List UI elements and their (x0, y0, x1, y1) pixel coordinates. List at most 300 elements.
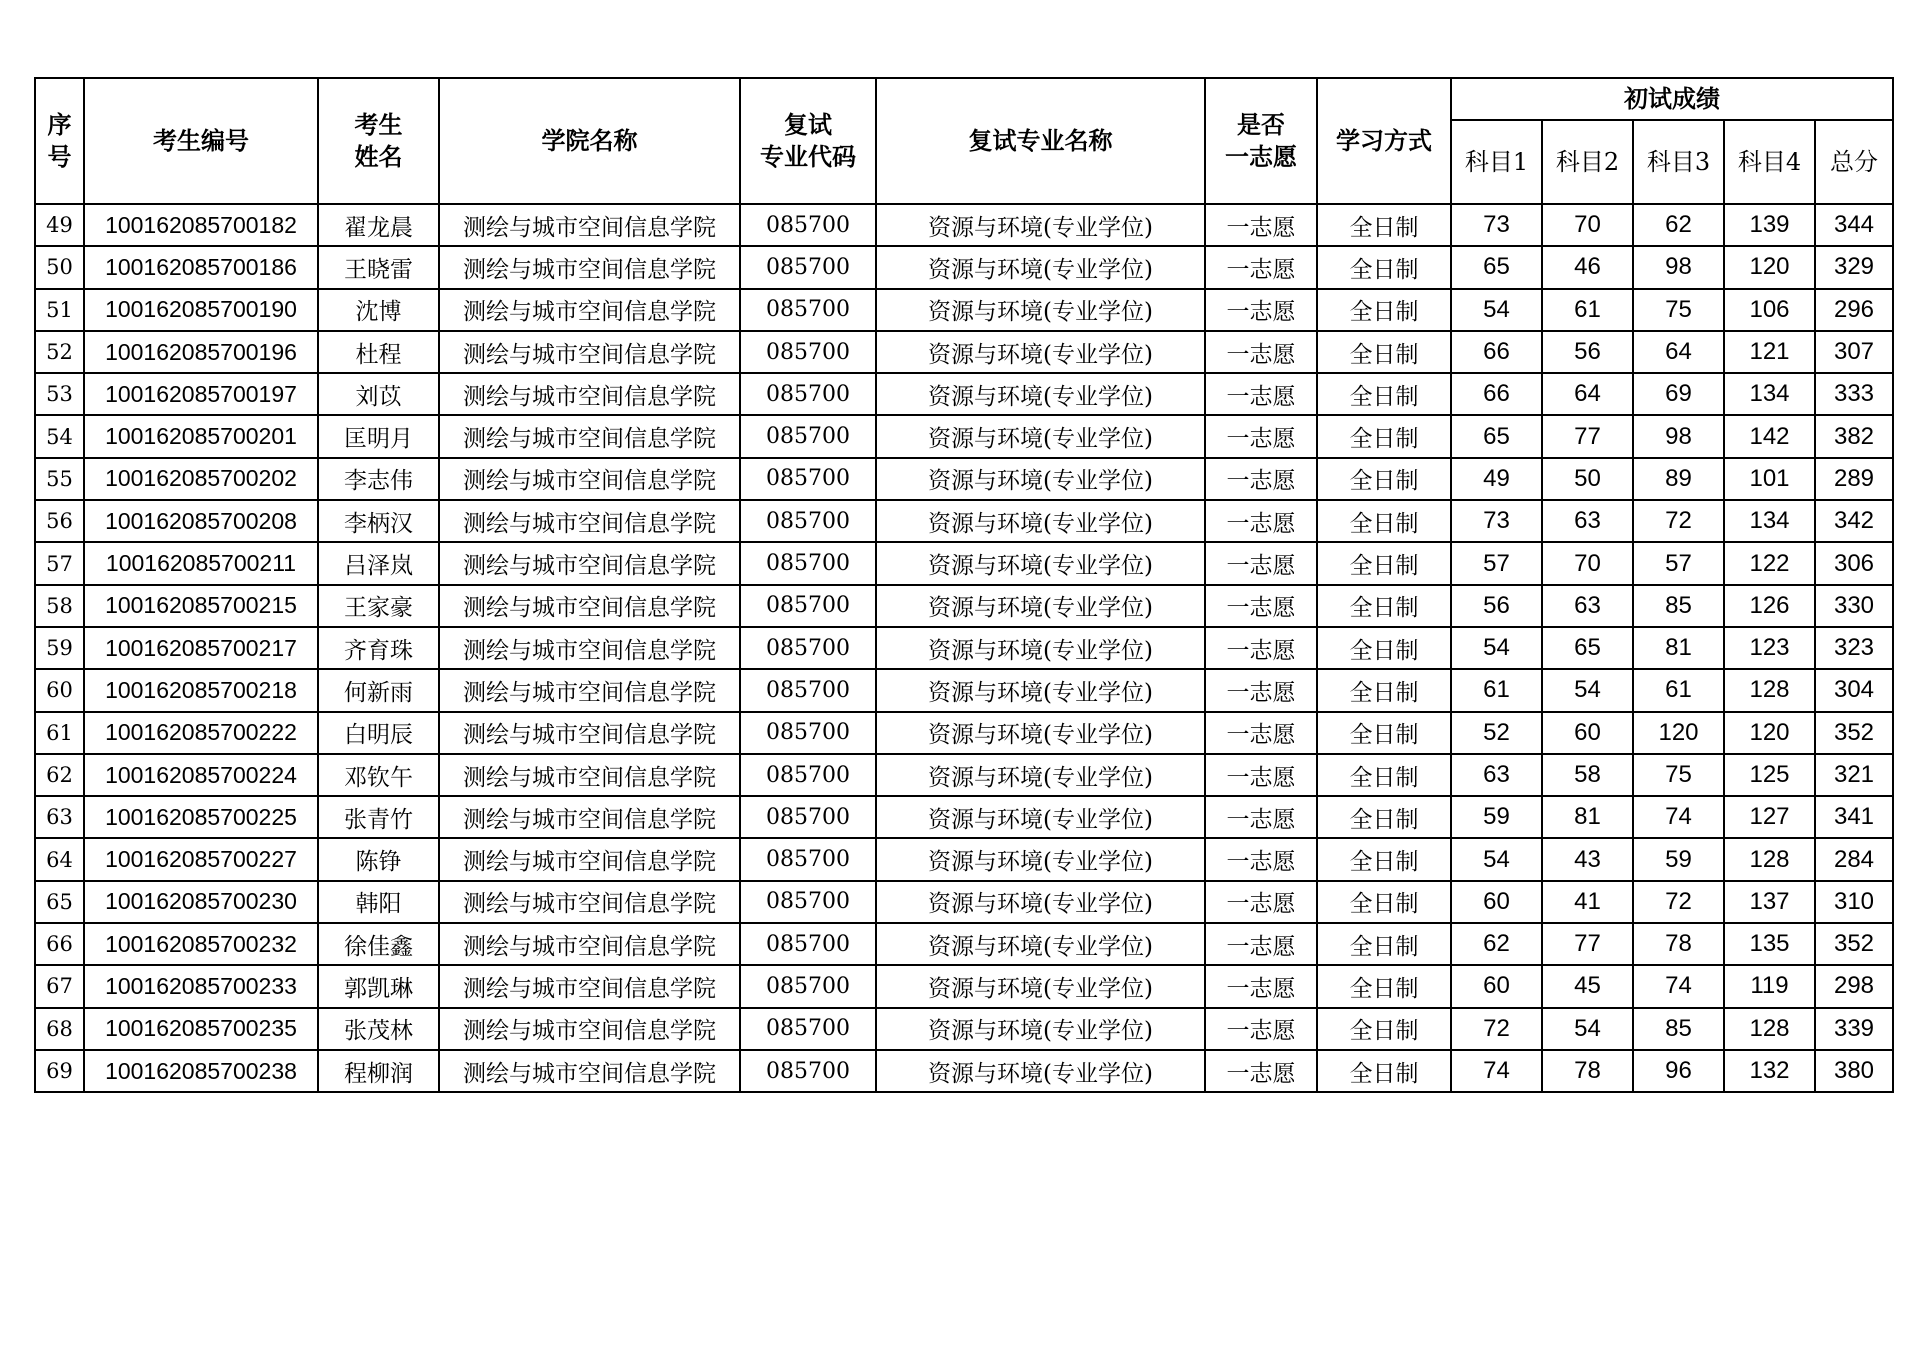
cell-study-mode: 全日制 (1317, 204, 1451, 246)
cell-candidate-id: 100162085700224 (84, 754, 318, 796)
cell-first-choice: 一志愿 (1205, 246, 1317, 288)
cell-first-choice: 一志愿 (1205, 838, 1317, 880)
cell-subject3: 98 (1633, 246, 1724, 288)
cell-name: 李志伟 (318, 458, 439, 500)
header-major-code-line2: 专业代码 (760, 143, 856, 171)
cell-total: 330 (1815, 585, 1893, 627)
cell-subject1: 49 (1451, 458, 1542, 500)
cell-total: 289 (1815, 458, 1893, 500)
cell-candidate-id: 100162085700211 (84, 542, 318, 584)
cell-major-name: 资源与环境(专业学位) (876, 500, 1205, 542)
cell-name: 齐育珠 (318, 627, 439, 669)
cell-candidate-id: 100162085700201 (84, 415, 318, 457)
cell-major-name: 资源与环境(专业学位) (876, 458, 1205, 500)
cell-major-code: 085700 (740, 500, 876, 542)
cell-seq: 49 (35, 204, 84, 246)
cell-college: 测绘与城市空间信息学院 (439, 838, 740, 880)
cell-college: 测绘与城市空间信息学院 (439, 415, 740, 457)
cell-first-choice: 一志愿 (1205, 415, 1317, 457)
cell-subject2: 64 (1542, 373, 1633, 415)
cell-subject3: 78 (1633, 923, 1724, 965)
cell-seq: 66 (35, 923, 84, 965)
cell-total: 306 (1815, 542, 1893, 584)
cell-study-mode: 全日制 (1317, 796, 1451, 838)
cell-study-mode: 全日制 (1317, 585, 1451, 627)
cell-major-name: 资源与环境(专业学位) (876, 585, 1205, 627)
cell-study-mode: 全日制 (1317, 965, 1451, 1007)
cell-major-code: 085700 (740, 712, 876, 754)
cell-subject1: 59 (1451, 796, 1542, 838)
cell-major-name: 资源与环境(专业学位) (876, 542, 1205, 584)
cell-subject1: 60 (1451, 965, 1542, 1007)
cell-major-code: 085700 (740, 415, 876, 457)
cell-subject4: 128 (1724, 838, 1815, 880)
cell-subject4: 120 (1724, 246, 1815, 288)
header-first-choice (1205, 78, 1317, 204)
cell-subject2: 56 (1542, 331, 1633, 373)
cell-name: 陈铮 (318, 838, 439, 880)
header-major-name: 复试专业名称 (876, 78, 1205, 204)
cell-candidate-id: 100162085700218 (84, 669, 318, 711)
cell-candidate-id: 100162085700225 (84, 796, 318, 838)
cell-subject2: 63 (1542, 500, 1633, 542)
cell-major-name: 资源与环境(专业学位) (876, 669, 1205, 711)
cell-seq: 69 (35, 1050, 84, 1092)
cell-candidate-id: 100162085700233 (84, 965, 318, 1007)
cell-candidate-id: 100162085700230 (84, 881, 318, 923)
cell-subject4: 134 (1724, 373, 1815, 415)
cell-total: 352 (1815, 712, 1893, 754)
cell-college: 测绘与城市空间信息学院 (439, 669, 740, 711)
cell-subject4: 101 (1724, 458, 1815, 500)
cell-subject2: 50 (1542, 458, 1633, 500)
cell-study-mode: 全日制 (1317, 500, 1451, 542)
cell-subject4: 123 (1724, 627, 1815, 669)
cell-total: 321 (1815, 754, 1893, 796)
cell-study-mode: 全日制 (1317, 1050, 1451, 1092)
cell-study-mode: 全日制 (1317, 669, 1451, 711)
header-name-line2: 姓名 (354, 143, 403, 171)
cell-seq: 64 (35, 838, 84, 880)
cell-college: 测绘与城市空间信息学院 (439, 289, 740, 331)
cell-subject3: 69 (1633, 373, 1724, 415)
cell-first-choice: 一志愿 (1205, 458, 1317, 500)
cell-seq: 68 (35, 1008, 84, 1050)
cell-subject3: 72 (1633, 500, 1724, 542)
cell-total: 339 (1815, 1008, 1893, 1050)
cell-study-mode: 全日制 (1317, 415, 1451, 457)
cell-first-choice: 一志愿 (1205, 204, 1317, 246)
cell-college: 测绘与城市空间信息学院 (439, 923, 740, 965)
cell-major-code: 085700 (740, 669, 876, 711)
cell-college: 测绘与城市空间信息学院 (439, 1050, 740, 1092)
cell-first-choice: 一志愿 (1205, 796, 1317, 838)
cell-study-mode: 全日制 (1317, 246, 1451, 288)
header-candidate-id: 考生编号 (84, 78, 318, 204)
cell-study-mode: 全日制 (1317, 923, 1451, 965)
cell-major-name: 资源与环境(专业学位) (876, 331, 1205, 373)
cell-seq: 61 (35, 712, 84, 754)
cell-first-choice: 一志愿 (1205, 585, 1317, 627)
cell-subject3: 62 (1633, 204, 1724, 246)
cell-major-name: 资源与环境(专业学位) (876, 1050, 1205, 1092)
cell-seq: 50 (35, 246, 84, 288)
cell-subject4: 122 (1724, 542, 1815, 584)
cell-subject4: 125 (1724, 754, 1815, 796)
cell-total: 329 (1815, 246, 1893, 288)
cell-major-code: 085700 (740, 331, 876, 373)
cell-candidate-id: 100162085700202 (84, 458, 318, 500)
cell-major-name: 资源与环境(专业学位) (876, 1008, 1205, 1050)
cell-major-name: 资源与环境(专业学位) (876, 289, 1205, 331)
table-row (35, 585, 1893, 627)
cell-major-name: 资源与环境(专业学位) (876, 796, 1205, 838)
cell-college: 测绘与城市空间信息学院 (439, 331, 740, 373)
cell-name: 翟龙晨 (318, 204, 439, 246)
cell-subject4: 137 (1724, 881, 1815, 923)
cell-seq: 51 (35, 289, 84, 331)
cell-subject3: 57 (1633, 542, 1724, 584)
cell-subject4: 135 (1724, 923, 1815, 965)
cell-total: 284 (1815, 838, 1893, 880)
cell-candidate-id: 100162085700215 (84, 585, 318, 627)
header-major-code (740, 78, 876, 204)
cell-name: 程柳润 (318, 1050, 439, 1092)
cell-first-choice: 一志愿 (1205, 373, 1317, 415)
cell-total: 310 (1815, 881, 1893, 923)
cell-subject1: 66 (1451, 373, 1542, 415)
cell-seq: 55 (35, 458, 84, 500)
cell-total: 298 (1815, 965, 1893, 1007)
cell-subject4: 126 (1724, 585, 1815, 627)
cell-major-name: 资源与环境(专业学位) (876, 712, 1205, 754)
cell-candidate-id: 100162085700217 (84, 627, 318, 669)
cell-first-choice: 一志愿 (1205, 881, 1317, 923)
cell-study-mode: 全日制 (1317, 542, 1451, 584)
cell-subject3: 74 (1633, 796, 1724, 838)
cell-candidate-id: 100162085700208 (84, 500, 318, 542)
cell-subject4: 106 (1724, 289, 1815, 331)
cell-major-name: 资源与环境(专业学位) (876, 415, 1205, 457)
cell-major-code: 085700 (740, 1008, 876, 1050)
cell-subject2: 41 (1542, 881, 1633, 923)
table-row (35, 881, 1893, 923)
table-row (35, 458, 1893, 500)
cell-subject1: 54 (1451, 838, 1542, 880)
cell-study-mode: 全日制 (1317, 373, 1451, 415)
cell-name: 韩阳 (318, 881, 439, 923)
cell-study-mode: 全日制 (1317, 458, 1451, 500)
table-row (35, 204, 1893, 246)
table-row (35, 542, 1893, 584)
table-row (35, 796, 1893, 838)
cell-subject1: 52 (1451, 712, 1542, 754)
header-seq-line1: 序 (47, 111, 72, 139)
cell-candidate-id: 10016208570018​2 (84, 204, 318, 246)
cell-major-name: 资源与环境(专业学位) (876, 965, 1205, 1007)
table-row (35, 1050, 1893, 1092)
table-body (35, 204, 1893, 1092)
cell-subject4: 121 (1724, 331, 1815, 373)
table-row (35, 669, 1893, 711)
cell-subject3: 89 (1633, 458, 1724, 500)
cell-major-code: 085700 (740, 373, 876, 415)
header-subject1: 科目1 (1451, 120, 1542, 204)
cell-subject1: 54 (1451, 289, 1542, 331)
cell-subject2: 63 (1542, 585, 1633, 627)
cell-college: 测绘与城市空间信息学院 (439, 712, 740, 754)
cell-subject4: 142 (1724, 415, 1815, 457)
cell-first-choice: 一志愿 (1205, 754, 1317, 796)
cell-subject2: 70 (1542, 204, 1633, 246)
header-scores-group: 初试成绩 (1451, 78, 1893, 120)
cell-seq: 67 (35, 965, 84, 1007)
cell-seq: 56 (35, 500, 84, 542)
cell-seq: 58 (35, 585, 84, 627)
header-name-line1: 考生 (354, 111, 403, 139)
cell-candidate-id: 100162085700196 (84, 331, 318, 373)
cell-seq: 65 (35, 881, 84, 923)
cell-name: 刘苡 (318, 373, 439, 415)
table-row (35, 500, 1893, 542)
cell-first-choice: 一志愿 (1205, 542, 1317, 584)
cell-candidate-id: 100162085700238 (84, 1050, 318, 1092)
cell-name: 邓钦午 (318, 754, 439, 796)
cell-major-code: 085700 (740, 965, 876, 1007)
cell-name: 王家豪 (318, 585, 439, 627)
cell-subject2: 77 (1542, 415, 1633, 457)
cell-subject2: 45 (1542, 965, 1633, 1007)
table-row (35, 246, 1893, 288)
cell-total: 307 (1815, 331, 1893, 373)
cell-name: 沈博 (318, 289, 439, 331)
header-subject3: 科目3 (1633, 120, 1724, 204)
cell-first-choice: 一志愿 (1205, 1050, 1317, 1092)
cell-subject1: 61 (1451, 669, 1542, 711)
cell-name: 王晓雷 (318, 246, 439, 288)
cell-subject1: 65 (1451, 246, 1542, 288)
cell-subject1: 66 (1451, 331, 1542, 373)
cell-subject2: 65 (1542, 627, 1633, 669)
table-row (35, 838, 1893, 880)
cell-subject2: 54 (1542, 669, 1633, 711)
cell-subject3: 98 (1633, 415, 1724, 457)
table-row (35, 754, 1893, 796)
cell-name: 何新雨 (318, 669, 439, 711)
cell-college: 测绘与城市空间信息学院 (439, 204, 740, 246)
cell-subject1: 74 (1451, 1050, 1542, 1092)
cell-subject2: 77 (1542, 923, 1633, 965)
cell-subject2: 70 (1542, 542, 1633, 584)
cell-major-code: 085700 (740, 246, 876, 288)
cell-study-mode: 全日制 (1317, 1008, 1451, 1050)
cell-first-choice: 一志愿 (1205, 627, 1317, 669)
cell-college: 测绘与城市空间信息学院 (439, 500, 740, 542)
cell-name: 白明辰 (318, 712, 439, 754)
header-subject2: 科目2 (1542, 120, 1633, 204)
cell-college: 测绘与城市空间信息学院 (439, 542, 740, 584)
cell-study-mode: 全日制 (1317, 754, 1451, 796)
cell-seq: 54 (35, 415, 84, 457)
cell-subject1: 54 (1451, 627, 1542, 669)
cell-subject2: 46 (1542, 246, 1633, 288)
cell-subject3: 85 (1633, 585, 1724, 627)
cell-study-mode: 全日制 (1317, 289, 1451, 331)
cell-college: 测绘与城市空间信息学院 (439, 585, 740, 627)
cell-total: 296 (1815, 289, 1893, 331)
cell-first-choice: 一志愿 (1205, 500, 1317, 542)
cell-seq: 59 (35, 627, 84, 669)
header-college: 学院名称 (439, 78, 740, 204)
cell-subject1: 65 (1451, 415, 1542, 457)
cell-major-code: 085700 (740, 627, 876, 669)
cell-subject3: 75 (1633, 754, 1724, 796)
cell-college: 测绘与城市空间信息学院 (439, 627, 740, 669)
cell-name: 徐佳鑫 (318, 923, 439, 965)
cell-total: 304 (1815, 669, 1893, 711)
header-first-choice-line2: 一志愿 (1225, 143, 1297, 171)
cell-major-code: 085700 (740, 289, 876, 331)
cell-study-mode: 全日制 (1317, 712, 1451, 754)
cell-major-code: 085700 (740, 542, 876, 584)
cell-first-choice: 一志愿 (1205, 331, 1317, 373)
cell-study-mode: 全日制 (1317, 838, 1451, 880)
table-row (35, 627, 1893, 669)
candidate-score-table (34, 77, 1894, 1093)
cell-subject1: 60 (1451, 881, 1542, 923)
cell-major-code: 085700 (740, 881, 876, 923)
cell-subject2: 58 (1542, 754, 1633, 796)
cell-candidate-id: 100162085700197 (84, 373, 318, 415)
cell-total: 323 (1815, 627, 1893, 669)
cell-subject3: 75 (1633, 289, 1724, 331)
cell-major-code: 085700 (740, 204, 876, 246)
cell-subject4: 128 (1724, 669, 1815, 711)
table-row (35, 965, 1893, 1007)
cell-total: 342 (1815, 500, 1893, 542)
cell-major-code: 085700 (740, 754, 876, 796)
cell-subject4: 119 (1724, 965, 1815, 1007)
cell-major-code: 085700 (740, 838, 876, 880)
cell-total: 352 (1815, 923, 1893, 965)
cell-college: 测绘与城市空间信息学院 (439, 458, 740, 500)
cell-name: 李柄汉 (318, 500, 439, 542)
cell-subject1: 63 (1451, 754, 1542, 796)
cell-college: 测绘与城市空间信息学院 (439, 373, 740, 415)
cell-subject3: 64 (1633, 331, 1724, 373)
cell-major-name: 资源与环境(专业学位) (876, 923, 1205, 965)
table-row (35, 289, 1893, 331)
header-name (318, 78, 439, 204)
cell-subject4: 134 (1724, 500, 1815, 542)
cell-candidate-id: 100162085700190 (84, 289, 318, 331)
cell-subject3: 61 (1633, 669, 1724, 711)
cell-seq: 63 (35, 796, 84, 838)
table-row (35, 712, 1893, 754)
cell-name: 张茂林 (318, 1008, 439, 1050)
cell-candidate-id: 100162085700222 (84, 712, 318, 754)
cell-subject3: 74 (1633, 965, 1724, 1007)
cell-subject2: 43 (1542, 838, 1633, 880)
cell-subject1: 73 (1451, 204, 1542, 246)
cell-major-name: 资源与环境(专业学位) (876, 838, 1205, 880)
cell-seq: 53 (35, 373, 84, 415)
cell-seq: 60 (35, 669, 84, 711)
table-row (35, 331, 1893, 373)
cell-subject1: 56 (1451, 585, 1542, 627)
cell-first-choice: 一志愿 (1205, 669, 1317, 711)
cell-name: 匡明月 (318, 415, 439, 457)
cell-major-code: 085700 (740, 1050, 876, 1092)
cell-subject2: 54 (1542, 1008, 1633, 1050)
cell-subject2: 81 (1542, 796, 1633, 838)
cell-name: 杜程 (318, 331, 439, 373)
cell-subject1: 62 (1451, 923, 1542, 965)
cell-subject4: 120 (1724, 712, 1815, 754)
cell-major-name: 资源与环境(专业学位) (876, 373, 1205, 415)
cell-subject1: 72 (1451, 1008, 1542, 1050)
table-row (35, 373, 1893, 415)
cell-subject3: 81 (1633, 627, 1724, 669)
cell-major-name: 资源与环境(专业学位) (876, 881, 1205, 923)
table-row (35, 923, 1893, 965)
cell-name: 张青竹 (318, 796, 439, 838)
cell-subject2: 60 (1542, 712, 1633, 754)
cell-subject2: 61 (1542, 289, 1633, 331)
cell-total: 341 (1815, 796, 1893, 838)
cell-subject4: 128 (1724, 1008, 1815, 1050)
cell-candidate-id: 100162085700232 (84, 923, 318, 965)
cell-major-code: 085700 (740, 923, 876, 965)
cell-study-mode: 全日制 (1317, 881, 1451, 923)
table-row (35, 415, 1893, 457)
cell-major-name: 资源与环境(专业学位) (876, 204, 1205, 246)
cell-total: 380 (1815, 1050, 1893, 1092)
cell-college: 测绘与城市空间信息学院 (439, 1008, 740, 1050)
cell-subject3: 85 (1633, 1008, 1724, 1050)
cell-first-choice: 一志愿 (1205, 712, 1317, 754)
cell-college: 测绘与城市空间信息学院 (439, 796, 740, 838)
cell-major-code: 085700 (740, 796, 876, 838)
cell-total: 382 (1815, 415, 1893, 457)
cell-major-name: 资源与环境(专业学位) (876, 754, 1205, 796)
cell-first-choice: 一志愿 (1205, 1008, 1317, 1050)
table-row (35, 1008, 1893, 1050)
cell-college: 测绘与城市空间信息学院 (439, 754, 740, 796)
header-total: 总分 (1815, 120, 1893, 204)
cell-subject1: 57 (1451, 542, 1542, 584)
cell-subject4: 132 (1724, 1050, 1815, 1092)
cell-name: 吕泽岚 (318, 542, 439, 584)
cell-candidate-id: 100162085700235 (84, 1008, 318, 1050)
cell-first-choice: 一志愿 (1205, 289, 1317, 331)
cell-seq: 62 (35, 754, 84, 796)
cell-major-code: 085700 (740, 585, 876, 627)
header-study-mode: 学习方式 (1317, 78, 1451, 204)
header-first-choice-line1: 是否 (1237, 111, 1285, 139)
cell-subject3: 59 (1633, 838, 1724, 880)
cell-seq: 57 (35, 542, 84, 584)
cell-first-choice: 一志愿 (1205, 965, 1317, 1007)
header-seq (35, 78, 84, 204)
cell-total: 344 (1815, 204, 1893, 246)
cell-major-name: 资源与环境(专业学位) (876, 246, 1205, 288)
cell-total: 333 (1815, 373, 1893, 415)
cell-college: 测绘与城市空间信息学院 (439, 246, 740, 288)
cell-study-mode: 全日制 (1317, 627, 1451, 669)
table-header (35, 78, 1893, 204)
cell-subject2: 78 (1542, 1050, 1633, 1092)
